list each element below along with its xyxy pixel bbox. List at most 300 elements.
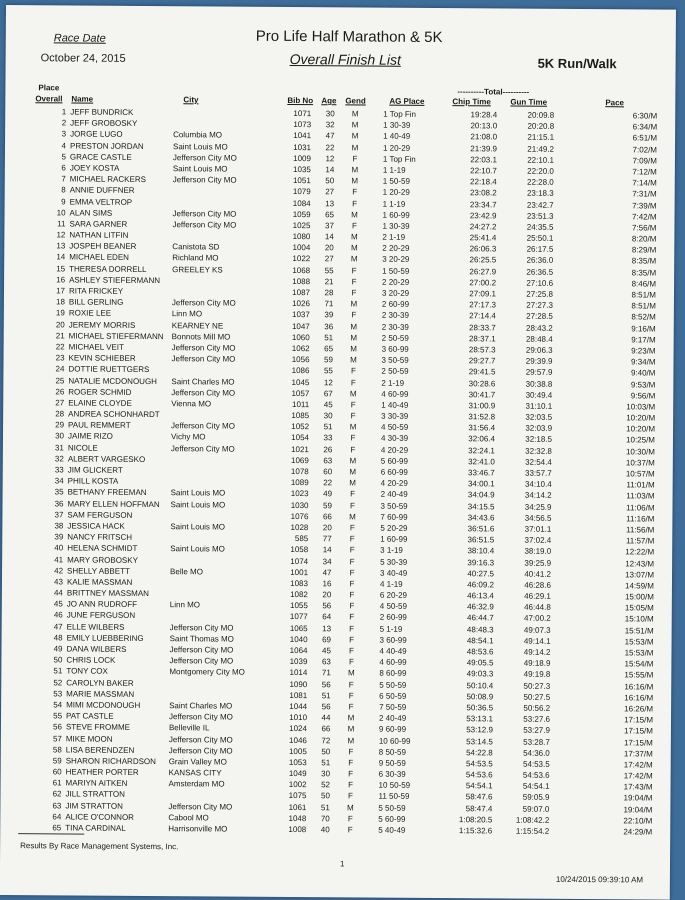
runner-city: Jefferson City MO	[171, 387, 236, 398]
bib-number: 1001	[290, 567, 309, 577]
runner-age: 51	[321, 758, 331, 768]
gun-time: 34:14.2	[524, 491, 552, 501]
chip-time: 28:37.1	[468, 333, 496, 344]
bib-number: 1039	[289, 657, 308, 667]
gun-time: 23:42.7	[526, 200, 554, 210]
bib-number: 1004	[292, 243, 311, 253]
overall-place: 47	[53, 621, 63, 632]
bib-number: 1082	[290, 590, 308, 600]
overall-place: 37	[54, 510, 64, 520]
age-group-place: 10 50-59	[378, 780, 411, 791]
bib-number: 1077	[289, 612, 308, 622]
runner-name: JAIME RIZO	[67, 431, 113, 442]
overall-place: 28	[55, 409, 65, 419]
runner-gender: F	[349, 534, 355, 544]
runner-age: 56	[321, 679, 331, 689]
runner-gender: M	[351, 210, 358, 220]
age-group-place: 2 1-19	[382, 232, 406, 242]
runner-city: Jefferson City MO	[169, 656, 234, 666]
gun-time: 54:36.0	[523, 748, 550, 758]
pace: 13:07/M	[625, 570, 655, 580]
column-overall: Overall	[35, 94, 63, 104]
runner-city: KEARNEY NE	[171, 320, 224, 331]
pace: 7:42/M	[632, 212, 657, 222]
runner-age: 51	[323, 422, 333, 432]
runner-city: Jefferson City MO	[168, 801, 233, 812]
race-date-label: Race Date	[53, 32, 106, 45]
runner-name: NICOLE	[67, 443, 98, 453]
pace: 8:29/M	[631, 245, 657, 255]
chip-time: 29:41.5	[468, 367, 496, 377]
overall-place: 7	[61, 174, 66, 184]
runner-gender: F	[348, 679, 354, 690]
chip-time: 28:57.3	[468, 345, 496, 355]
age-group-place: 1 50-59	[382, 266, 410, 276]
overall-place: 32	[54, 454, 64, 464]
total-group-label: ----------Total----------	[457, 87, 530, 97]
runner-name: THERESA DORRELL	[69, 264, 147, 274]
runner-gender: F	[351, 310, 357, 320]
chip-time: 31:56.4	[468, 423, 496, 433]
bib-number: 1005	[288, 746, 307, 756]
pace: 8:35/M	[631, 267, 657, 278]
runner-name: PHILL KOSTA	[67, 476, 119, 486]
bib-number: 585	[294, 534, 309, 544]
runner-gender: F	[351, 221, 357, 231]
chip-time: 34:00.1	[467, 479, 495, 489]
chip-time: 46:09.2	[467, 580, 494, 590]
gun-time: 59:05.9	[522, 793, 550, 803]
runner-gender: M	[351, 142, 359, 153]
runner-city: Saint Charles MO	[171, 376, 235, 387]
runner-name: JIM STRATTON	[65, 801, 123, 811]
chip-time: 28:33.7	[469, 322, 496, 332]
runner-age: 51	[321, 690, 331, 701]
overall-place: 53	[53, 689, 63, 699]
age-group-place: 6 60-99	[380, 467, 408, 477]
bib-number: 1081	[289, 690, 308, 700]
runner-city: Jefferson City MO	[171, 343, 236, 353]
overall-place: 22	[55, 342, 65, 352]
runner-age: 49	[323, 489, 333, 499]
runner-city: Saint Charles MO	[169, 701, 233, 711]
pace: 8:35/M	[631, 256, 657, 266]
runner-age: 65	[324, 344, 334, 354]
gun-time: 53:27.6	[523, 714, 551, 724]
column-pace: Pace	[605, 98, 625, 108]
overall-place: 24	[55, 364, 65, 374]
runner-city: Jefferson City MO	[169, 712, 233, 722]
overall-place: 11	[57, 219, 66, 229]
age-group-place: 4 20-29	[380, 478, 408, 489]
runner-gender: F	[349, 601, 355, 611]
overall-place: 41	[54, 554, 64, 564]
runner-name: DOTTIE RUETTGERS	[68, 364, 150, 375]
chip-time: 27:17.3	[469, 300, 496, 310]
runner-age: 12	[323, 377, 333, 387]
runner-name: MIMI MCDONOUGH	[66, 700, 141, 710]
column-city: City	[183, 95, 199, 105]
age-group-place: 5 1-19	[379, 624, 403, 634]
runner-age: 66	[322, 511, 332, 522]
pace: 14:59/M	[625, 581, 654, 591]
chip-time: 27:14.4	[469, 311, 496, 321]
runner-gender: F	[348, 747, 354, 757]
chip-time: 39:16.3	[467, 557, 495, 567]
overall-place: 3	[61, 129, 67, 139]
bib-number: 1065	[289, 623, 308, 633]
runner-name: MARY ELLEN HOFFMAN	[67, 499, 160, 509]
age-group-place: 3 20-29	[381, 288, 410, 298]
runner-name: TINA CARDINAL	[65, 823, 126, 833]
chip-time: 40:27.5	[467, 568, 495, 579]
runner-age: 77	[322, 534, 332, 544]
runner-city: Harrisonville MO	[168, 824, 228, 834]
age-group-place: 11 50-59	[378, 792, 410, 802]
age-group-place: 10 60-99	[378, 736, 411, 746]
overall-place: 49	[53, 644, 63, 654]
gun-time: 54:53.5	[522, 759, 550, 769]
gun-time: 27:25.8	[526, 289, 554, 299]
age-group-place: 1 40-49	[383, 132, 411, 142]
runner-gender: F	[349, 624, 355, 634]
footer-credit: Results By Race Management Systems, Inc.	[20, 841, 179, 852]
runner-age: 50	[325, 176, 335, 186]
pace: 15:54/M	[624, 659, 654, 669]
bib-number: 1089	[290, 478, 309, 488]
pace: 16:16/M	[624, 681, 654, 692]
bib-number: 1087	[292, 288, 311, 298]
age-group-place: 3 50-59	[381, 355, 409, 365]
runner-age: 32	[325, 120, 335, 130]
runner-name: DANA WILBERS	[66, 644, 127, 654]
runner-age: 56	[322, 601, 332, 611]
overall-place: 56	[53, 722, 62, 732]
chip-time: 32:24.1	[468, 445, 495, 456]
runner-name: ALBERT VARGESKO	[67, 454, 146, 464]
gun-time: 26:36.5	[526, 267, 554, 277]
list-title: Overall Finish List	[289, 50, 401, 68]
chip-time: 26:25.5	[469, 255, 497, 265]
runner-gender: M	[351, 232, 358, 242]
runner-age: 69	[322, 635, 332, 645]
age-group-place: 3 20-29	[382, 255, 410, 265]
runner-city: Canistota SD	[172, 242, 220, 252]
bib-number: 1075	[288, 791, 307, 801]
overall-place: 25	[55, 375, 65, 385]
overall-place: 54	[53, 700, 63, 710]
runner-name: JUNE FERGUSON	[66, 610, 136, 621]
gun-time: 31:10.1	[525, 401, 553, 411]
runner-gender: M	[351, 165, 359, 175]
runner-age: 59	[323, 500, 332, 510]
gun-time: 40:41.2	[524, 569, 552, 579]
runner-name: JOSPEH BEANER	[69, 241, 137, 252]
runner-city: Saint Thomas MO	[169, 633, 234, 644]
age-group-place: 2 40-49	[380, 490, 408, 500]
runner-name: SHELLY ABBETT	[67, 566, 130, 576]
runner-age: 12	[325, 153, 335, 164]
runner-name: RITA FRICKEY	[68, 286, 124, 296]
bib-number: 1052	[291, 422, 310, 432]
runner-age: 71	[324, 299, 334, 309]
age-group-place: 3 1-19	[380, 545, 403, 556]
overall-place: 64	[52, 812, 62, 822]
runner-name: ROGER SCHMID	[68, 387, 132, 397]
age-group-place: 3 60-99	[381, 344, 409, 354]
pace: 10:37/M	[625, 458, 655, 468]
bib-number: 1080	[292, 232, 311, 242]
runner-name: JIM GLICKERT	[67, 465, 123, 475]
gun-time: 34:56.5	[524, 513, 552, 523]
pace: 16:26/M	[624, 704, 654, 714]
bib-number: 1008	[288, 824, 307, 835]
runner-gender: F	[350, 489, 356, 499]
runner-age: 36	[324, 321, 334, 331]
gun-time: 32:03.5	[525, 412, 553, 422]
bib-number: 1069	[291, 455, 309, 465]
chip-time: 22:10.7	[470, 166, 497, 176]
gun-time: 59:07.0	[522, 804, 550, 814]
chip-time: 36:51.6	[467, 524, 495, 534]
pace: 22:10/M	[623, 816, 653, 826]
runner-city: Jefferson City MO	[171, 298, 236, 308]
bib-number: 1009	[293, 153, 311, 163]
gun-time: 32:03.9	[525, 423, 553, 434]
pace: 15:55/M	[624, 670, 654, 680]
runner-age: 20	[324, 243, 334, 253]
runner-city: Jefferson City MO	[168, 734, 233, 745]
bib-number: 1035	[293, 164, 311, 175]
runner-name: JOEY KOSTA	[69, 163, 120, 173]
runner-age: 45	[323, 400, 333, 410]
runner-city: Bonnots Mill MO	[171, 331, 231, 342]
chip-time: 33:46.7	[468, 468, 495, 478]
runner-age: 22	[325, 142, 335, 152]
chip-time: 19:28.4	[470, 110, 498, 120]
runner-name: ALAN SIMS	[69, 208, 113, 218]
runner-gender: F	[349, 646, 354, 656]
runner-name: HEATHER PORTER	[65, 767, 139, 778]
column-bib: Bib No	[287, 95, 314, 106]
chip-time: 34:04.9	[467, 490, 495, 500]
chip-time: 54:53.5	[465, 759, 493, 769]
chip-time: 32:41.0	[468, 457, 495, 467]
age-group-place: 2 60-99	[381, 299, 410, 310]
runner-name: ASHLEY STIEFERMANN	[69, 275, 161, 285]
runner-city: Jefferson City MO	[169, 622, 234, 633]
runner-name: JO ANN RUDROFF	[66, 599, 138, 610]
bib-number: 1048	[288, 813, 307, 823]
gun-time: 33:57.7	[525, 468, 552, 478]
chip-time: 21:08.0	[470, 132, 498, 142]
age-group-place: 2 60-99	[379, 613, 407, 623]
overall-place: 21	[55, 331, 65, 341]
chip-time: 54:22.8	[466, 747, 493, 758]
gun-time: 47:00.2	[523, 614, 551, 624]
gun-time: 46:29.1	[524, 591, 551, 601]
overall-place: 5	[61, 152, 66, 162]
pace: 16:16/M	[624, 693, 654, 703]
gun-time: 46:44.8	[524, 602, 551, 613]
chip-time: 58:47.6	[465, 792, 493, 802]
runner-age: 55	[324, 265, 334, 275]
runner-gender: M	[350, 254, 358, 264]
gun-time: 34:25.9	[524, 502, 552, 512]
runner-city: Cabool MO	[168, 812, 209, 823]
pace: 9:40/M	[630, 368, 656, 378]
bib-number: 1054	[291, 433, 310, 443]
pace: 7:39/M	[632, 200, 657, 211]
bib-number: 1086	[291, 366, 310, 376]
chip-time: 48:48.3	[466, 624, 494, 635]
overall-place: 8	[61, 185, 66, 195]
runner-name: KALIE MASSMAN	[66, 577, 133, 587]
bib-number: 1051	[292, 176, 311, 186]
age-group-place: 5 30-39	[380, 557, 408, 567]
runner-city: Saint Louis MO	[170, 544, 225, 554]
pace: 15:53/M	[624, 637, 654, 647]
runner-gender: M	[349, 467, 357, 477]
runner-gender: F	[351, 277, 357, 287]
age-group-place: 9 60-99	[378, 724, 407, 735]
runner-name: JEREMY MORRIS	[68, 320, 136, 330]
overall-place: 4	[61, 140, 67, 150]
runner-age: 51	[320, 802, 330, 812]
runner-name: NATHAN LITFIN	[69, 230, 129, 240]
overall-place: 31	[54, 442, 64, 453]
runner-name: KEVIN SCHIEBER	[68, 353, 136, 364]
runner-name: PAUL REMMERT	[68, 420, 131, 431]
gun-time: 20:20.8	[527, 121, 555, 132]
runner-name: JILL STRATTON	[65, 789, 125, 800]
chip-time: 46:44.7	[466, 613, 494, 623]
gun-time: 46:28.6	[524, 580, 551, 590]
runner-gender: F	[347, 791, 353, 801]
runner-age: 60	[323, 467, 333, 477]
chip-time: 27:09.1	[469, 289, 497, 299]
pace: 10:30/M	[625, 446, 655, 457]
chip-time: 36:51.5	[467, 535, 495, 545]
pace: 15:00/M	[624, 592, 654, 602]
bib-number: 1059	[292, 209, 311, 219]
overall-place: 10	[56, 208, 66, 218]
gun-time: 49:18.9	[523, 658, 551, 669]
chip-time: 34:43.6	[467, 512, 495, 523]
runner-age: 47	[325, 131, 335, 141]
bib-number: 1057	[291, 388, 310, 398]
chip-time: 34:15.5	[467, 501, 495, 511]
pace: 6:30/M	[632, 111, 658, 121]
overall-place: 23	[55, 353, 65, 363]
bib-number: 1068	[292, 265, 311, 275]
runner-city: Grain Valley MO	[168, 757, 227, 767]
chip-time: 1:08:20.5	[458, 814, 493, 825]
chip-time: 48:54.1	[466, 636, 494, 646]
runner-gender: M	[350, 243, 358, 253]
footer-divider	[18, 833, 84, 834]
runner-name: PAT CASTLE	[66, 711, 114, 721]
age-group-place: 4 30-39	[380, 434, 409, 444]
runner-gender: F	[348, 758, 354, 768]
runner-name: MICHAEL VEIT	[68, 342, 124, 352]
overall-place: 33	[54, 465, 64, 475]
runner-city: Vichy MO	[170, 432, 206, 442]
pace: 15:53/M	[624, 648, 654, 658]
runner-age: 16	[322, 579, 332, 589]
runner-gender: F	[348, 702, 354, 712]
overall-place: 55	[53, 711, 63, 721]
age-group-place: 7 60-99	[380, 512, 408, 522]
chip-time: 53:12.9	[466, 725, 493, 735]
gun-time: 21:15.1	[527, 133, 555, 143]
runner-city: Saint Louis MO	[170, 488, 226, 498]
runner-gender: F	[352, 154, 358, 164]
chip-time: 25:41.4	[469, 233, 497, 243]
chip-time: 50:10.4	[466, 680, 494, 690]
gun-time: 27:10.6	[526, 278, 554, 288]
bib-number: 1073	[293, 120, 312, 130]
runner-age: 52	[321, 780, 331, 790]
pace: 11:06/M	[626, 502, 655, 513]
bib-number: 1088	[292, 276, 311, 286]
bib-number: 1056	[291, 355, 310, 365]
runner-gender: F	[352, 198, 358, 208]
runner-gender: M	[350, 355, 357, 365]
bib-number: 1010	[289, 713, 308, 723]
overall-place: 39	[54, 532, 64, 542]
runner-gender: F	[350, 377, 356, 387]
runner-city: Richland MO	[172, 253, 219, 263]
runner-gender: M	[350, 333, 358, 343]
overall-place: 60	[52, 767, 62, 777]
overall-place: 50	[53, 655, 63, 665]
runner-gender: F	[349, 545, 355, 555]
gun-time: 28:48.4	[525, 334, 553, 344]
overall-place: 2	[61, 118, 67, 128]
pace: 11:56/M	[626, 525, 655, 535]
age-group-place: 5 20-29	[380, 523, 408, 533]
runner-gender: F	[348, 769, 354, 779]
age-group-place: 3 60-99	[379, 635, 407, 645]
chip-time: 53:13.1	[466, 714, 494, 724]
chip-time: 50:36.5	[466, 703, 494, 713]
runner-gender: F	[349, 579, 355, 589]
gun-time: 34:10.4	[524, 479, 552, 490]
gun-time: 38:19.0	[524, 546, 552, 557]
bib-number: 1011	[291, 399, 310, 410]
runner-name: JEFF BUNDRICK	[70, 107, 134, 117]
bib-number: 1083	[290, 578, 309, 588]
chip-time: 23:08.2	[469, 188, 497, 198]
runner-gender: F	[348, 691, 354, 701]
page-number: 1	[339, 859, 345, 869]
runner-name: LISA BERENDZEN	[65, 745, 135, 755]
gun-time: 39:25.9	[524, 558, 552, 568]
runner-gender: F	[350, 445, 356, 455]
bib-number: 1055	[289, 601, 308, 611]
chip-time: 22:03.1	[470, 154, 497, 165]
runner-gender: F	[350, 500, 355, 511]
runner-city: Jefferson City MO	[171, 354, 236, 364]
chip-time: 27:00.2	[469, 278, 497, 288]
gun-time: 26:17.5	[526, 244, 554, 255]
runner-city: Belle MO	[170, 566, 203, 577]
runner-gender: M	[347, 724, 355, 734]
bib-number: 1045	[291, 377, 310, 387]
chip-time: 30:41.7	[468, 389, 496, 400]
age-group-place: 2 20-29	[382, 243, 410, 254]
